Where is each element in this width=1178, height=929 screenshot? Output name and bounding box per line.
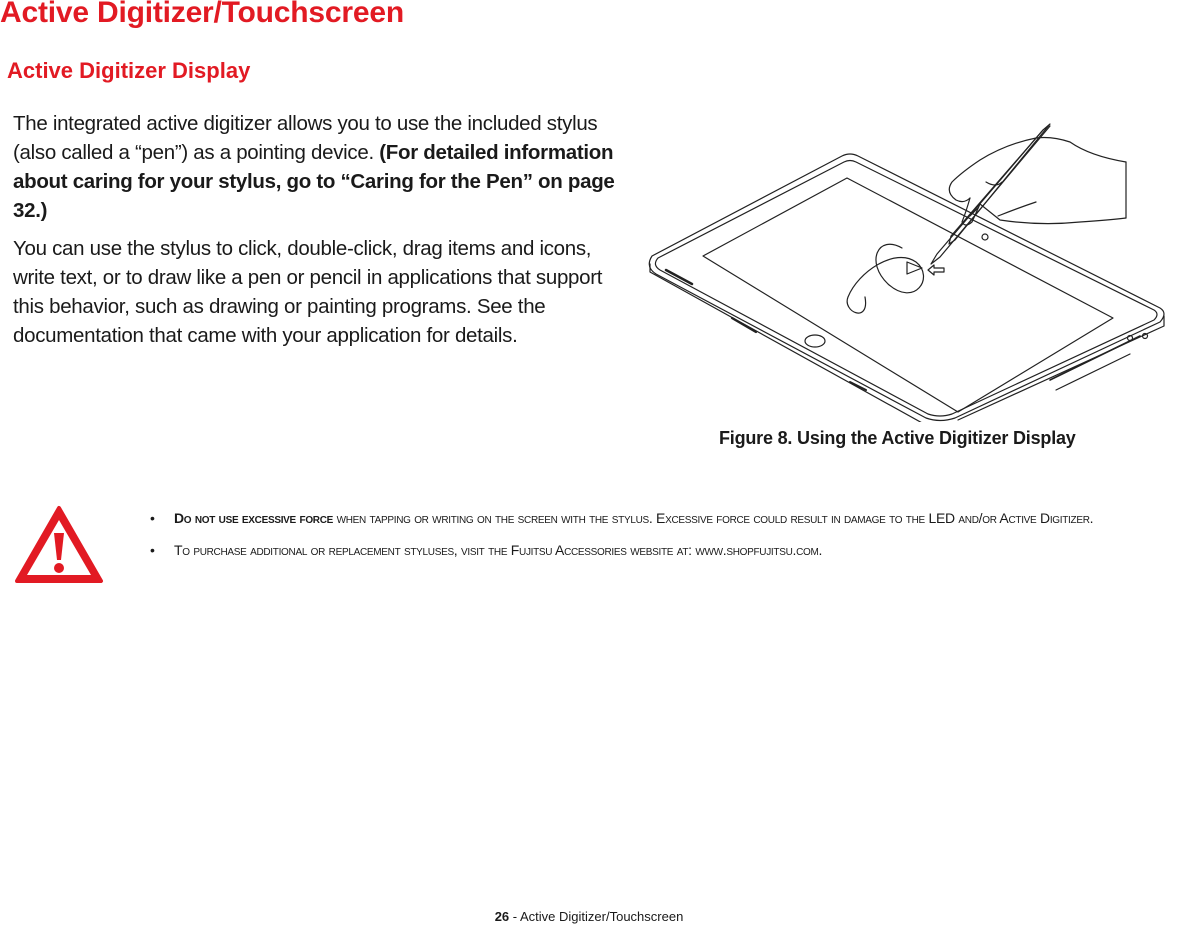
section-title: Active Digitizer Display: [7, 58, 251, 83]
purchase-note: [150, 538, 1178, 562]
bullet: •: [150, 510, 155, 526]
warning-note-text: when tapping or writing on the screen with the stylus. Excessive force could result in damage to the LED and/or Active Digitizer.: [333, 510, 1094, 526]
warning-note-bold: Do not use excessive force: [174, 510, 334, 526]
intro-bold-reference: (For detailed information about caring for your stylus, go to “Caring for the Pen” on page 32.): [13, 141, 615, 222]
cursor-pointers: [907, 262, 944, 275]
warning-notes: [150, 506, 1178, 570]
page-number: 26: [494, 909, 510, 924]
figure-caption: Figure 8. Using the Active Digitizer Display: [719, 428, 1076, 448]
usage-paragraph: You can use the stylus to click, double-click, drag items and icons, write text, or to draw like a pen or pencil in applications that support this behavior, such as drawing or painting programs. See the documentation that came with your application for details.: [13, 237, 603, 347]
tablet-stylus-figure: [640, 112, 1178, 422]
bullet: •: [150, 542, 155, 558]
page-title: Active Digitizer/Touchscreen: [0, 0, 404, 29]
warning-triangle-icon: [14, 505, 104, 585]
tablet-body: [649, 154, 1164, 422]
footer-title: - Active Digitizer/Touchscreen: [509, 909, 684, 924]
intro-text: The integrated active digitizer allows you to use the included stylus (also called a “pen”) as a pointing device.: [13, 112, 598, 164]
handwriting-stroke: [847, 244, 923, 313]
purchase-note-text: To purchase additional or replacement styluses, visit the Fujitsu Accessories website at: www.shopfujitsu.com.: [174, 542, 823, 558]
hand: [949, 138, 1126, 226]
intro-paragraph: [13, 109, 619, 225]
warning-note: [150, 506, 1178, 530]
page-footer: [0, 909, 1178, 924]
